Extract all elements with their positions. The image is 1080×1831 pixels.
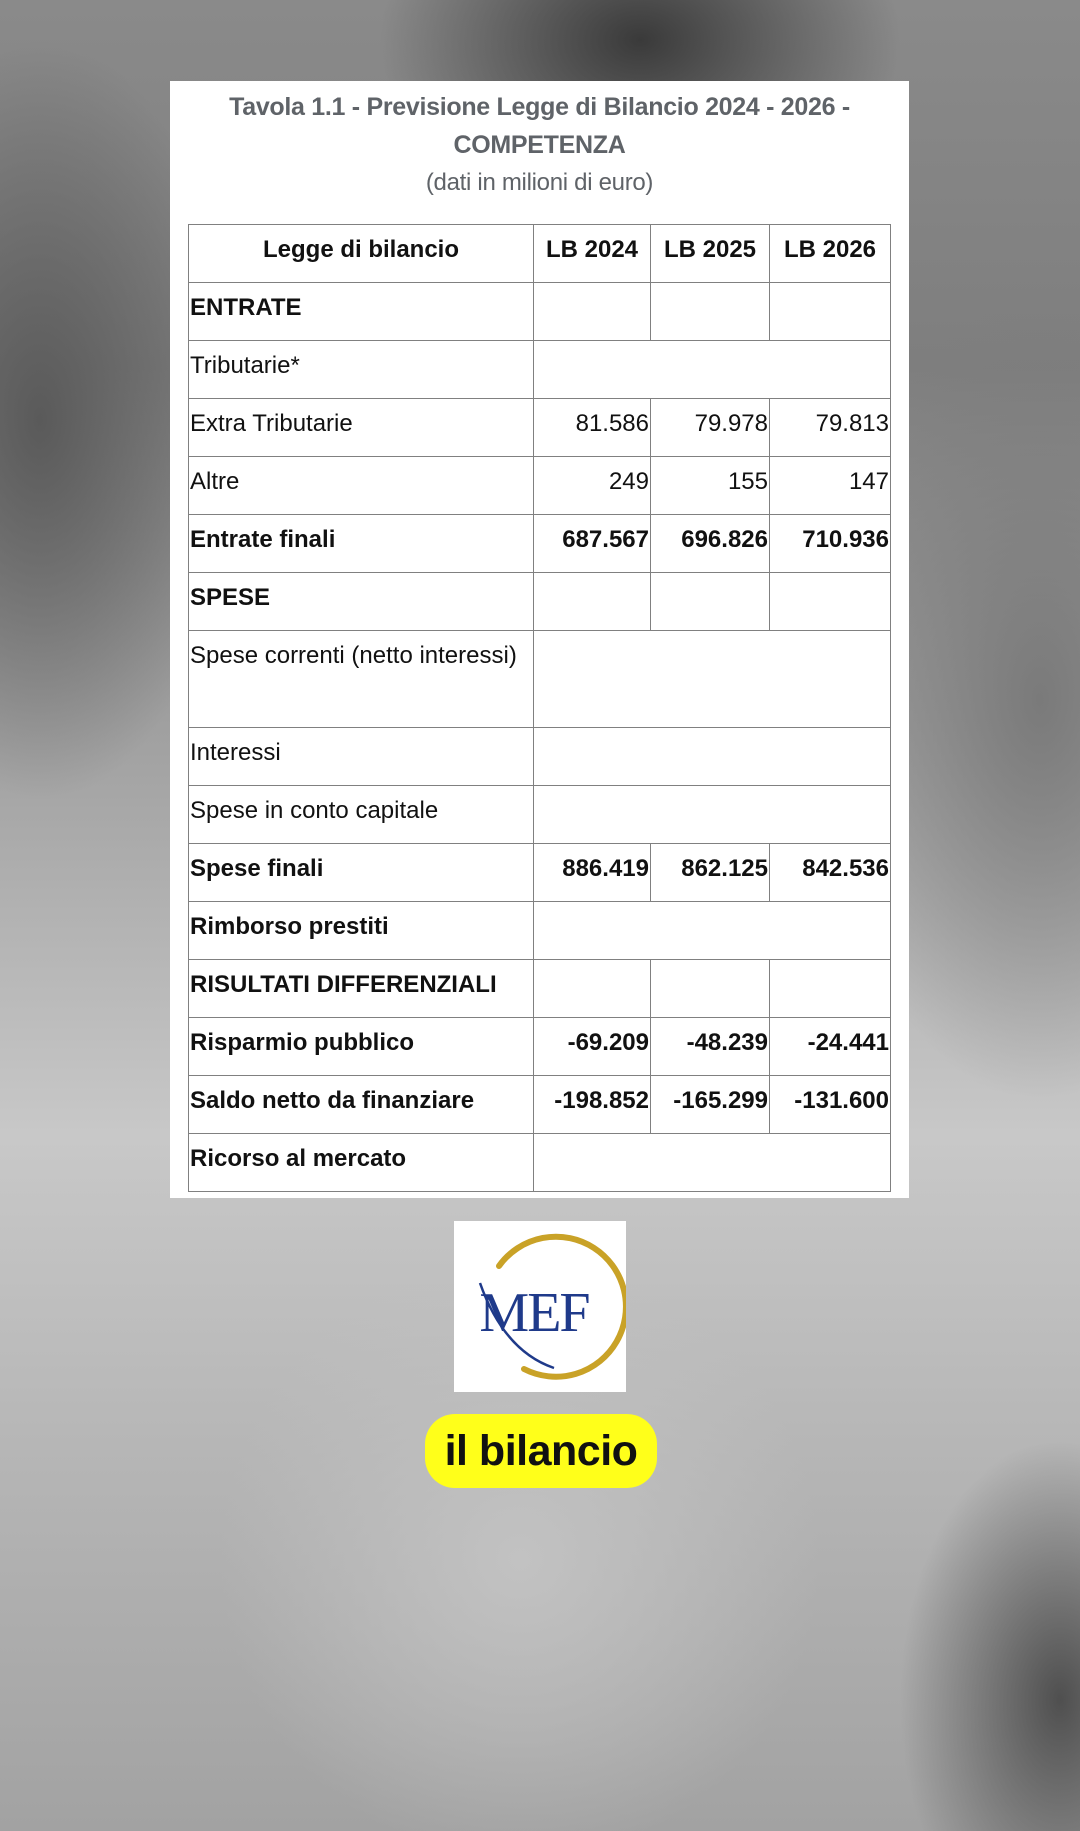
cell-value: [651, 573, 770, 631]
row-label: ENTRATE: [189, 283, 534, 341]
cell-value: 79.978: [651, 399, 770, 457]
il-bilancio-badge: il bilancio: [425, 1414, 657, 1488]
cell-value: 147: [770, 457, 891, 515]
row-label: RISULTATI DIFFERENZIALI: [189, 960, 534, 1018]
column-header: LB 2024: [534, 225, 651, 283]
cell-value: [651, 283, 770, 341]
table-row: [189, 457, 891, 515]
row-label: Saldo netto da finanziare: [189, 1076, 534, 1134]
cell-value: -69.209: [534, 1018, 651, 1076]
table-row: [189, 1076, 891, 1134]
table-row-total: [189, 515, 891, 573]
table-row: [189, 960, 891, 1018]
redacted-values: [534, 786, 891, 844]
cell-value: 249: [534, 457, 651, 515]
column-header: Legge di bilancio: [189, 225, 534, 283]
table-row: [189, 1018, 891, 1076]
column-header: LB 2025: [651, 225, 770, 283]
redacted-values: [534, 631, 891, 728]
cell-value: 687.567: [534, 515, 651, 573]
cell-value: -165.299: [651, 1076, 770, 1134]
table-subtitle: (dati in milioni di euro): [425, 169, 654, 196]
row-label: Rimborso prestiti: [189, 902, 534, 960]
logo-text: MEF: [479, 1282, 589, 1344]
row-label: Ricorso al mercato: [189, 1134, 534, 1192]
table-row: [189, 399, 891, 457]
mef-logo-icon: [454, 1221, 626, 1392]
cell-value: 886.419: [534, 844, 651, 902]
row-label: Altre: [189, 457, 534, 515]
cell-value: [770, 960, 891, 1018]
row-label: Extra Tributarie: [189, 399, 534, 457]
row-label: Entrate finali: [189, 515, 534, 573]
cell-value: -198.852: [534, 1076, 651, 1134]
cell-value: [534, 283, 651, 341]
table-row: [189, 341, 891, 399]
row-label: Spese correnti (netto interessi): [189, 631, 534, 728]
cell-value: 696.826: [651, 515, 770, 573]
cell-value: -131.600: [770, 1076, 891, 1134]
cell-value: -48.239: [651, 1018, 770, 1076]
cell-value: [534, 960, 651, 1018]
redacted-values: [534, 902, 891, 960]
table-row: [189, 728, 891, 786]
row-label: Spese in conto capitale: [189, 786, 534, 844]
cell-value: [770, 283, 891, 341]
cell-value: [770, 573, 891, 631]
document-card: [170, 81, 909, 1198]
cell-value: [651, 960, 770, 1018]
cell-value: 155: [651, 457, 770, 515]
table-row: [189, 573, 891, 631]
row-label: Risparmio pubblico: [189, 1018, 534, 1076]
cell-value: 79.813: [770, 399, 891, 457]
row-label: Tributarie*: [189, 341, 534, 399]
table-row: [189, 902, 891, 960]
row-label: Spese finali: [189, 844, 534, 902]
table-row: [189, 1134, 891, 1192]
cell-value: -24.441: [770, 1018, 891, 1076]
redacted-values: [534, 1134, 891, 1192]
redacted-values: [534, 728, 891, 786]
cell-value: 710.936: [770, 515, 891, 573]
budget-table: [188, 224, 891, 1192]
mef-logo: [454, 1221, 626, 1392]
cell-value: 842.536: [770, 844, 891, 902]
row-label: Interessi: [189, 728, 534, 786]
table-row: [189, 631, 891, 728]
cell-value: [534, 573, 651, 631]
column-header: LB 2026: [770, 225, 891, 283]
table-row: [189, 283, 891, 341]
cell-value: 81.586: [534, 399, 651, 457]
table-title-continued: COMPETENZA: [453, 131, 626, 159]
row-label: SPESE: [189, 573, 534, 631]
cell-value: 862.125: [651, 844, 770, 902]
table-row-total: [189, 844, 891, 902]
table-title: Tavola 1.1 - Previsione Legge di Bilancio 2024 - 2026 -: [229, 93, 850, 121]
redacted-values: [534, 341, 891, 399]
table-row: [189, 786, 891, 844]
table-header-row: [189, 225, 891, 283]
